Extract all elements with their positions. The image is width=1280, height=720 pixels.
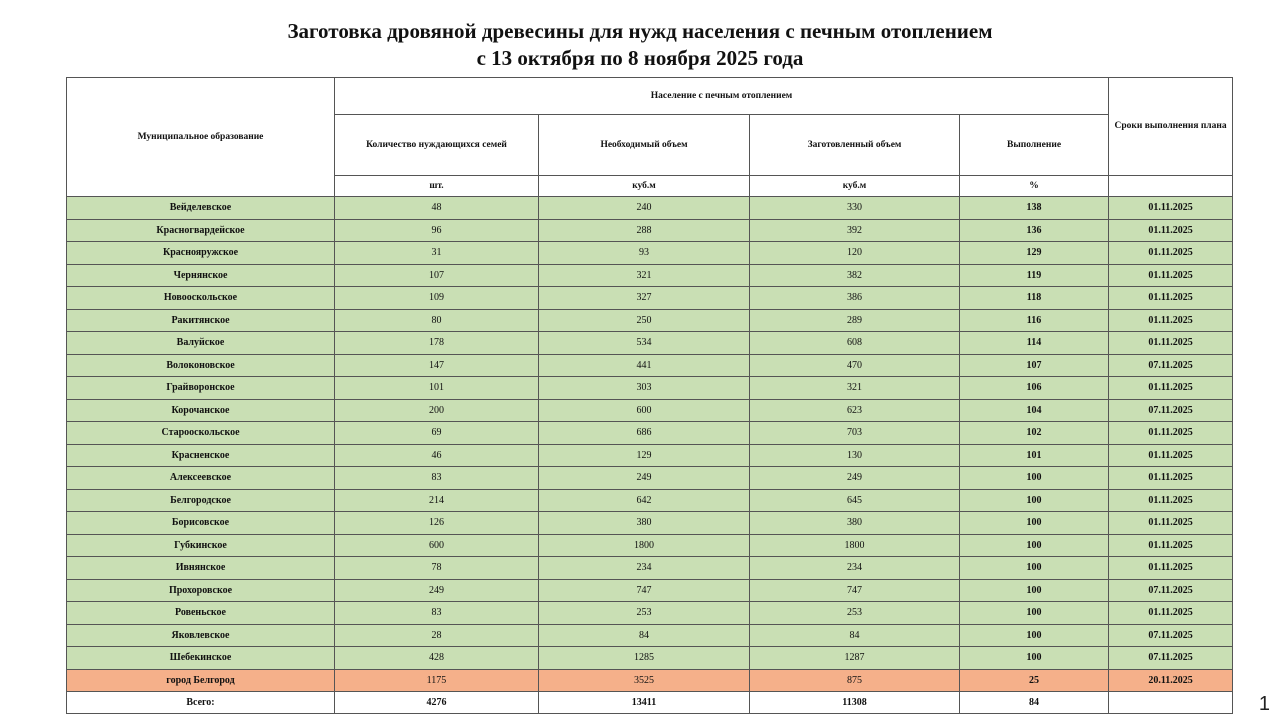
- families-cell: 31: [335, 242, 539, 265]
- col-header-families: Количество нуждающихся семей: [335, 115, 539, 176]
- total-deadline-cell: [1109, 692, 1233, 714]
- unit-families: шт.: [335, 176, 539, 197]
- harvested-volume-cell: 747: [750, 579, 960, 602]
- table-row: [67, 399, 1233, 422]
- families-cell: 48: [335, 197, 539, 220]
- families-cell: 83: [335, 467, 539, 490]
- deadline-cell: 01.11.2025: [1109, 287, 1233, 310]
- table-row: [67, 557, 1233, 580]
- municipality-cell: Корочанское: [67, 399, 335, 422]
- harvested-volume-cell: 253: [750, 602, 960, 625]
- families-cell: 101: [335, 377, 539, 400]
- required-volume-cell: 600: [539, 399, 750, 422]
- title-line-1: Заготовка дровяной древесины для нужд населения с печным отоплением: [287, 19, 993, 43]
- deadline-cell: 01.11.2025: [1109, 219, 1233, 242]
- families-cell: 249: [335, 579, 539, 602]
- municipality-cell: Грайворонское: [67, 377, 335, 400]
- municipality-cell: Ивнянское: [67, 557, 335, 580]
- harvested-volume-cell: 1800: [750, 534, 960, 557]
- col-header-deadline: Сроки выполнения плана: [1109, 78, 1233, 176]
- required-volume-cell: 441: [539, 354, 750, 377]
- harvested-volume-cell: 875: [750, 669, 960, 692]
- required-volume-cell: 747: [539, 579, 750, 602]
- harvested-volume-cell: 623: [750, 399, 960, 422]
- total-harvested-volume-cell: 11308: [750, 692, 960, 714]
- municipality-cell: Старооскольское: [67, 422, 335, 445]
- required-volume-cell: 1800: [539, 534, 750, 557]
- families-cell: 28: [335, 624, 539, 647]
- col-header-required: Необходимый объем: [539, 115, 750, 176]
- total-row: [67, 692, 1233, 714]
- table-row: [67, 624, 1233, 647]
- harvested-volume-cell: 84: [750, 624, 960, 647]
- municipality-cell: Ровеньское: [67, 602, 335, 625]
- deadline-cell: 01.11.2025: [1109, 242, 1233, 265]
- completion-cell: 136: [960, 219, 1109, 242]
- unit-required: куб.м: [539, 176, 750, 197]
- deadline-cell: 07.11.2025: [1109, 354, 1233, 377]
- required-volume-cell: 534: [539, 332, 750, 355]
- families-cell: 69: [335, 422, 539, 445]
- unit-harvested: куб.м: [750, 176, 960, 197]
- families-cell: 600: [335, 534, 539, 557]
- required-volume-cell: 234: [539, 557, 750, 580]
- municipality-cell: город Белгород: [67, 669, 335, 692]
- table-row: [67, 197, 1233, 220]
- deadline-cell: 01.11.2025: [1109, 557, 1233, 580]
- table-row: [67, 377, 1233, 400]
- harvested-volume-cell: 130: [750, 444, 960, 467]
- table-row: [67, 489, 1233, 512]
- municipality-cell: Борисовское: [67, 512, 335, 535]
- page-title: [0, 18, 1280, 72]
- completion-cell: 100: [960, 467, 1109, 490]
- header-row-1: [67, 78, 1233, 115]
- municipality-cell: Чернянское: [67, 264, 335, 287]
- required-volume-cell: 327: [539, 287, 750, 310]
- required-volume-cell: 93: [539, 242, 750, 265]
- harvested-volume-cell: 382: [750, 264, 960, 287]
- harvested-volume-cell: 120: [750, 242, 960, 265]
- municipality-cell: Валуйское: [67, 332, 335, 355]
- deadline-cell: 01.11.2025: [1109, 264, 1233, 287]
- municipality-cell: Губкинское: [67, 534, 335, 557]
- deadline-cell: 07.11.2025: [1109, 624, 1233, 647]
- table-row: [67, 354, 1233, 377]
- table-row: [67, 647, 1233, 670]
- completion-cell: 104: [960, 399, 1109, 422]
- page-number: 1: [1258, 693, 1270, 715]
- harvested-volume-cell: 234: [750, 557, 960, 580]
- table-row: [67, 332, 1233, 355]
- families-cell: 147: [335, 354, 539, 377]
- required-volume-cell: 642: [539, 489, 750, 512]
- required-volume-cell: 288: [539, 219, 750, 242]
- harvested-volume-cell: 1287: [750, 647, 960, 670]
- municipality-cell: Вейделевское: [67, 197, 335, 220]
- total-required-volume-cell: 13411: [539, 692, 750, 714]
- completion-cell: 101: [960, 444, 1109, 467]
- required-volume-cell: 3525: [539, 669, 750, 692]
- harvested-volume-cell: 289: [750, 309, 960, 332]
- completion-cell: 100: [960, 602, 1109, 625]
- completion-cell: 102: [960, 422, 1109, 445]
- families-cell: 200: [335, 399, 539, 422]
- deadline-cell: 01.11.2025: [1109, 309, 1233, 332]
- deadline-cell: 07.11.2025: [1109, 647, 1233, 670]
- harvested-volume-cell: 321: [750, 377, 960, 400]
- table-row: [67, 669, 1233, 692]
- harvested-volume-cell: 645: [750, 489, 960, 512]
- table-row: [67, 242, 1233, 265]
- required-volume-cell: 249: [539, 467, 750, 490]
- completion-cell: 129: [960, 242, 1109, 265]
- families-cell: 83: [335, 602, 539, 625]
- municipality-cell: Краснояружское: [67, 242, 335, 265]
- harvested-volume-cell: 330: [750, 197, 960, 220]
- municipality-cell: Белгородское: [67, 489, 335, 512]
- completion-cell: 25: [960, 669, 1109, 692]
- deadline-cell: 01.11.2025: [1109, 422, 1233, 445]
- harvested-volume-cell: 392: [750, 219, 960, 242]
- required-volume-cell: 129: [539, 444, 750, 467]
- unit-completion: %: [960, 176, 1109, 197]
- required-volume-cell: 84: [539, 624, 750, 647]
- col-header-municipality: Муниципальное образование: [67, 78, 335, 197]
- title-line-2: с 13 октября по 8 ноября 2025 года: [476, 46, 804, 70]
- deadline-cell: 01.11.2025: [1109, 512, 1233, 535]
- municipality-cell: Яковлевское: [67, 624, 335, 647]
- families-cell: 46: [335, 444, 539, 467]
- harvested-volume-cell: 249: [750, 467, 960, 490]
- municipality-cell: Красненское: [67, 444, 335, 467]
- required-volume-cell: 321: [539, 264, 750, 287]
- deadline-cell: 01.11.2025: [1109, 534, 1233, 557]
- table-row: [67, 512, 1233, 535]
- families-cell: 109: [335, 287, 539, 310]
- deadline-cell: 01.11.2025: [1109, 197, 1233, 220]
- completion-cell: 114: [960, 332, 1109, 355]
- completion-cell: 119: [960, 264, 1109, 287]
- col-header-population-group: Население с печным отоплением: [335, 78, 1109, 115]
- table-row: [67, 422, 1233, 445]
- table-row: [67, 444, 1233, 467]
- families-cell: 126: [335, 512, 539, 535]
- municipality-cell: Алексеевское: [67, 467, 335, 490]
- deadline-cell: 01.11.2025: [1109, 377, 1233, 400]
- deadline-cell: 01.11.2025: [1109, 444, 1233, 467]
- harvested-volume-cell: 386: [750, 287, 960, 310]
- families-cell: 214: [335, 489, 539, 512]
- required-volume-cell: 303: [539, 377, 750, 400]
- completion-cell: 100: [960, 579, 1109, 602]
- col-header-harvested: Заготовленный объем: [750, 115, 960, 176]
- municipality-cell: Волоконовское: [67, 354, 335, 377]
- total-municipality-cell: Всего:: [67, 692, 335, 714]
- required-volume-cell: 1285: [539, 647, 750, 670]
- table-row: [67, 219, 1233, 242]
- municipality-cell: Новооскольское: [67, 287, 335, 310]
- completion-cell: 100: [960, 624, 1109, 647]
- table-row: [67, 602, 1233, 625]
- table-row: [67, 264, 1233, 287]
- col-header-completion: Выполнение: [960, 115, 1109, 176]
- required-volume-cell: 253: [539, 602, 750, 625]
- deadline-cell: 01.11.2025: [1109, 489, 1233, 512]
- required-volume-cell: 686: [539, 422, 750, 445]
- families-cell: 428: [335, 647, 539, 670]
- required-volume-cell: 380: [539, 512, 750, 535]
- completion-cell: 100: [960, 489, 1109, 512]
- completion-cell: 118: [960, 287, 1109, 310]
- completion-cell: 138: [960, 197, 1109, 220]
- completion-cell: 100: [960, 512, 1109, 535]
- families-cell: 78: [335, 557, 539, 580]
- table-row: [67, 534, 1233, 557]
- families-cell: 107: [335, 264, 539, 287]
- deadline-cell: 01.11.2025: [1109, 467, 1233, 490]
- municipality-cell: Шебекинское: [67, 647, 335, 670]
- families-cell: 1175: [335, 669, 539, 692]
- municipality-cell: Красногвардейское: [67, 219, 335, 242]
- families-cell: 178: [335, 332, 539, 355]
- municipality-cell: Прохоровское: [67, 579, 335, 602]
- table-row: [67, 579, 1233, 602]
- completion-cell: 100: [960, 557, 1109, 580]
- completion-cell: 116: [960, 309, 1109, 332]
- completion-cell: 107: [960, 354, 1109, 377]
- completion-cell: 100: [960, 534, 1109, 557]
- unit-deadline-empty: [1109, 176, 1233, 197]
- families-cell: 96: [335, 219, 539, 242]
- firewood-report-table: [66, 77, 1233, 714]
- table-row: [67, 309, 1233, 332]
- harvested-volume-cell: 380: [750, 512, 960, 535]
- harvested-volume-cell: 470: [750, 354, 960, 377]
- deadline-cell: 20.11.2025: [1109, 669, 1233, 692]
- deadline-cell: 07.11.2025: [1109, 399, 1233, 422]
- required-volume-cell: 240: [539, 197, 750, 220]
- total-families-cell: 4276: [335, 692, 539, 714]
- deadline-cell: 07.11.2025: [1109, 579, 1233, 602]
- total-completion-cell: 84: [960, 692, 1109, 714]
- table-row: [67, 287, 1233, 310]
- table-row: [67, 467, 1233, 490]
- harvested-volume-cell: 608: [750, 332, 960, 355]
- deadline-cell: 01.11.2025: [1109, 332, 1233, 355]
- deadline-cell: 01.11.2025: [1109, 602, 1233, 625]
- completion-cell: 100: [960, 647, 1109, 670]
- required-volume-cell: 250: [539, 309, 750, 332]
- families-cell: 80: [335, 309, 539, 332]
- harvested-volume-cell: 703: [750, 422, 960, 445]
- completion-cell: 106: [960, 377, 1109, 400]
- municipality-cell: Ракитянское: [67, 309, 335, 332]
